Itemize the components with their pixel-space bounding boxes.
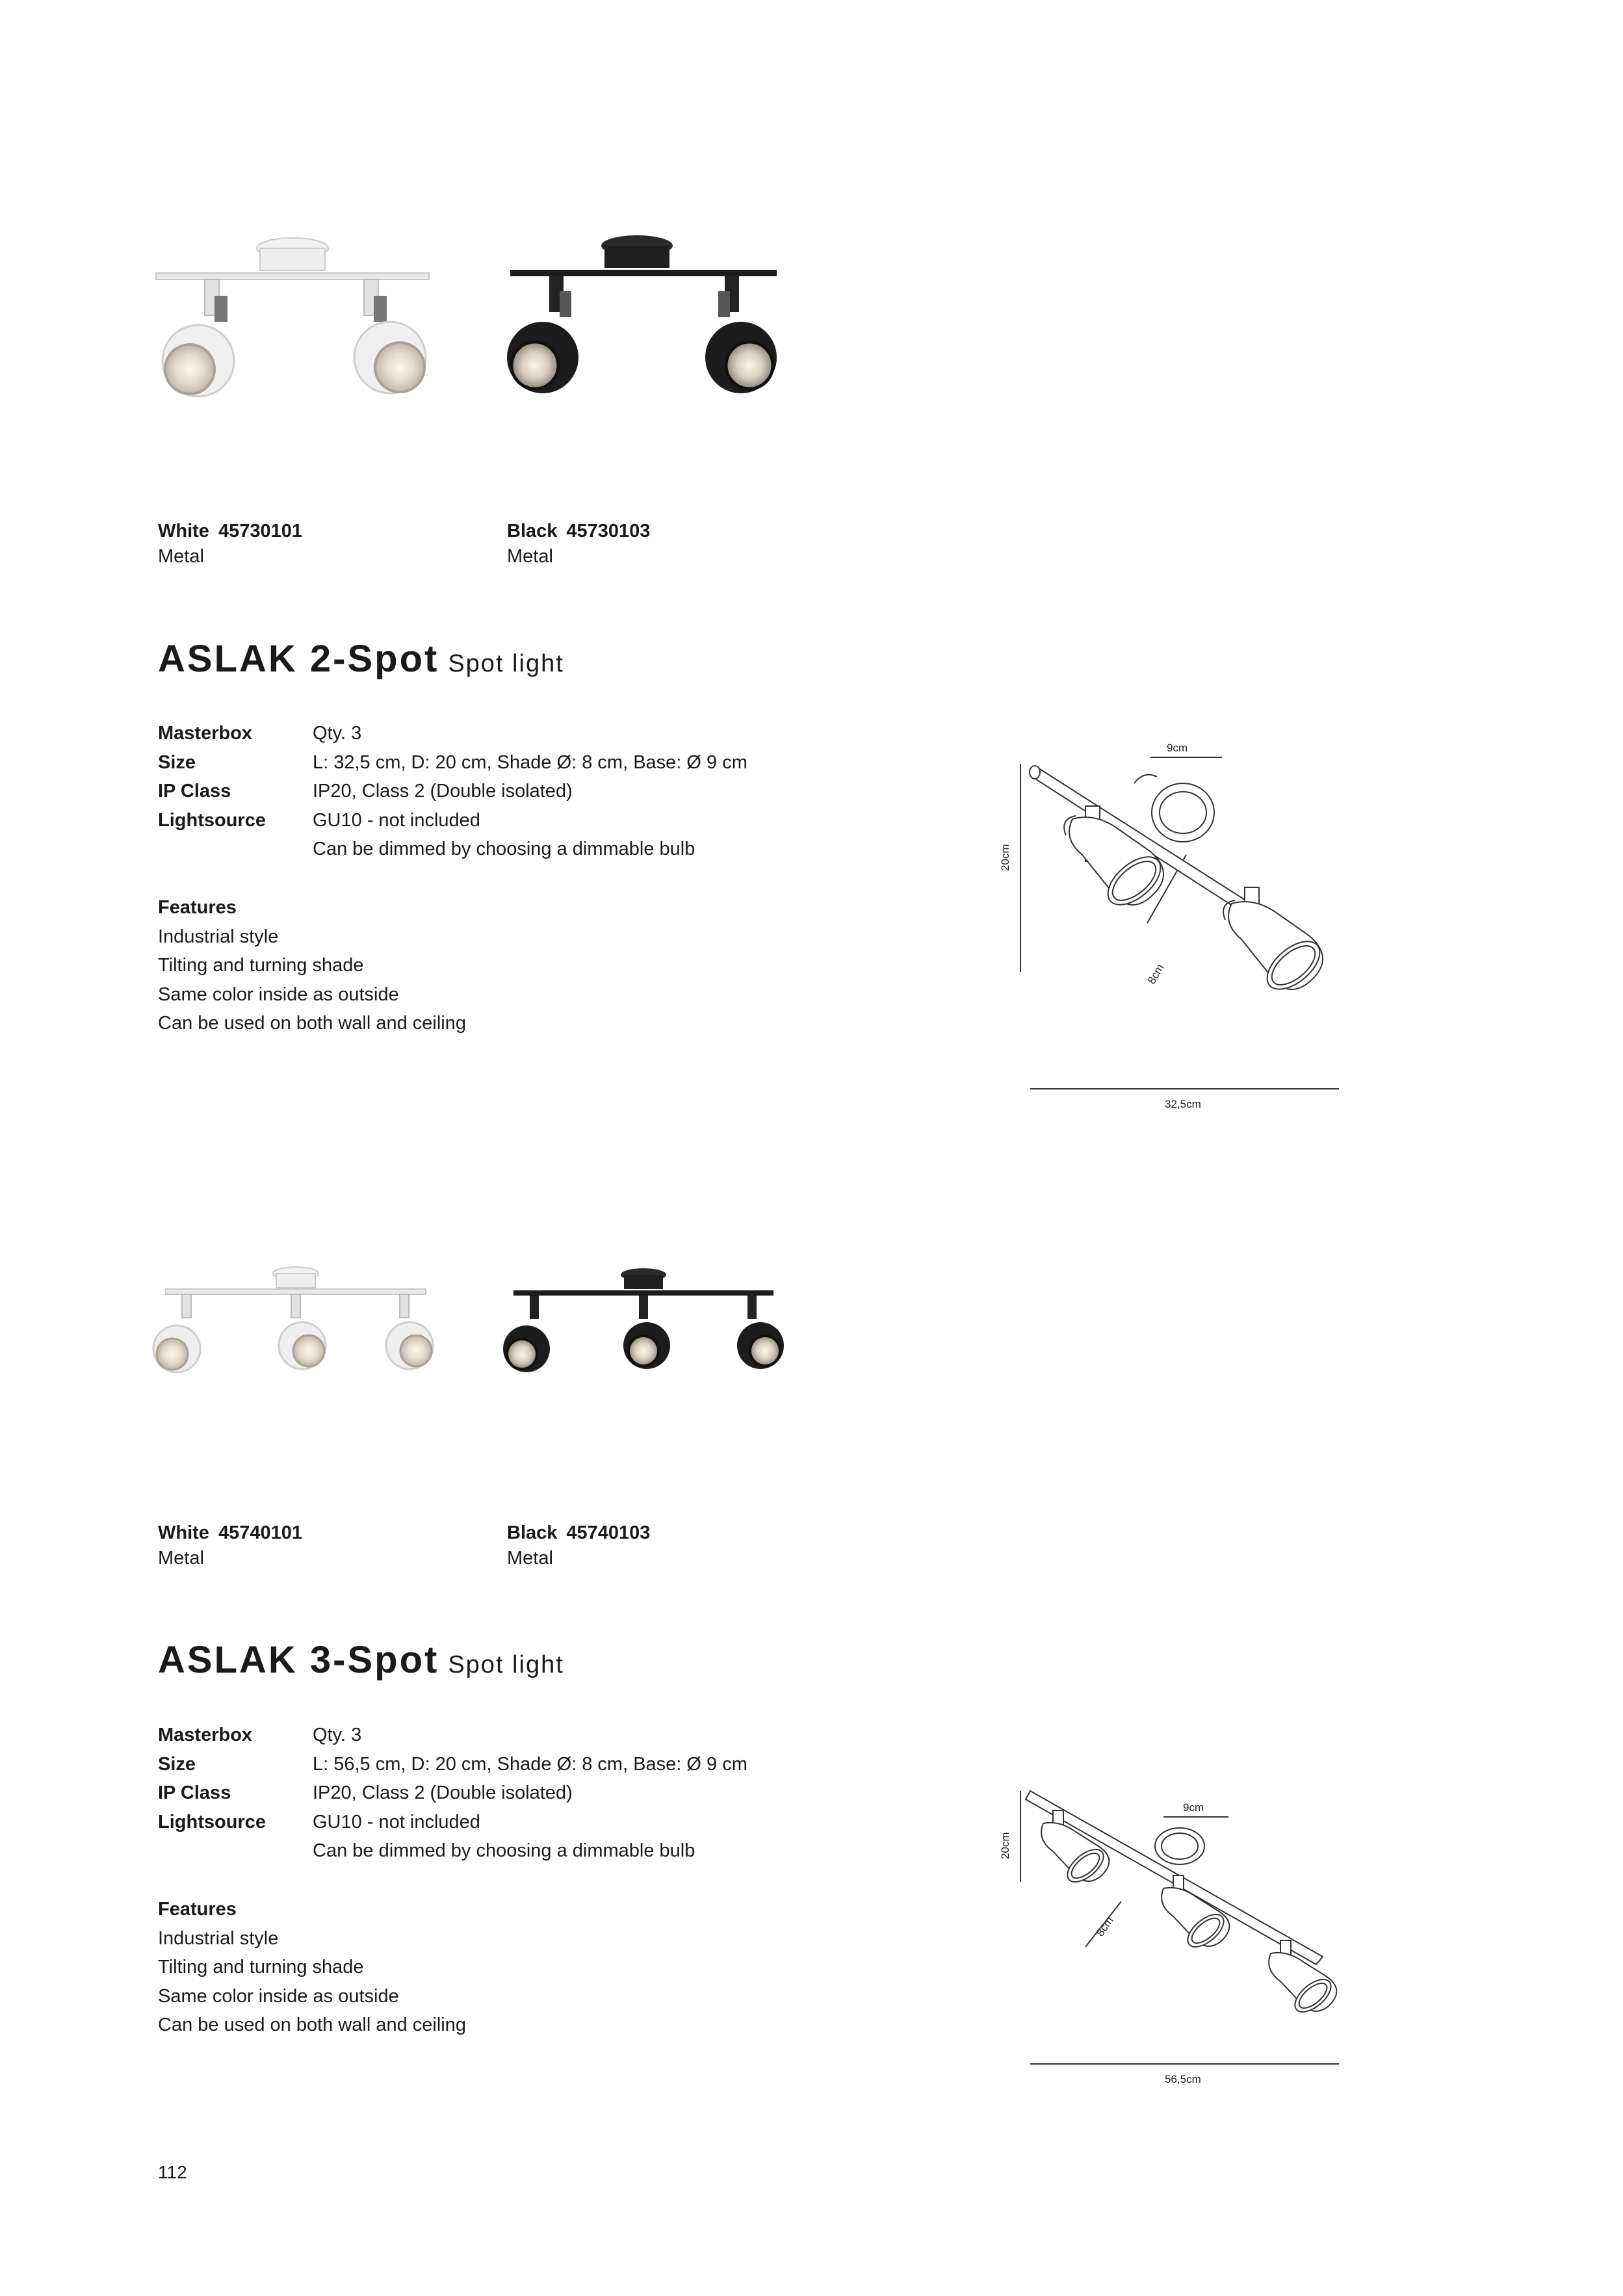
- spec-value: L: 56,5 cm, D: 20 cm, Shade Ø: 8 cm, Base: Ø 9 cm: [313, 1753, 747, 1775]
- spec-label: Size: [158, 1753, 196, 1775]
- variant-material: Metal: [507, 1548, 553, 1569]
- variant-code: 45740101: [218, 1522, 302, 1543]
- dimension-length: 56,5cm: [1165, 2073, 1201, 2085]
- feature-item: Can be used on both wall and ceiling: [158, 2015, 466, 2035]
- features-list: [158, 893, 466, 1038]
- spec-value: GU10 - not included: [313, 809, 480, 831]
- product-title: [158, 1638, 564, 1682]
- product-subtitle: Spot light: [448, 1651, 564, 1678]
- variant-caption-black: [507, 519, 650, 569]
- spec-row: [158, 1750, 747, 1779]
- spec-row: [158, 719, 747, 748]
- spec-row: [158, 1836, 747, 1866]
- spec-label: Lightsource: [158, 1811, 266, 1833]
- page-number: 112: [158, 2162, 187, 2182]
- product-title: [158, 637, 564, 681]
- variant-code: 45740103: [566, 1522, 651, 1543]
- dimension-shade: 8cm: [1145, 961, 1167, 986]
- variant-color: White: [158, 521, 209, 541]
- dimension-base: 9cm: [1183, 1801, 1204, 1814]
- spec-value: IP20, Class 2 (Double isolated): [313, 781, 573, 802]
- feature-item: Same color inside as outside: [158, 984, 399, 1005]
- spec-value: Qty. 3: [313, 1725, 362, 1745]
- variant-caption-black: [507, 1520, 650, 1571]
- spec-row: [158, 806, 747, 835]
- feature-item: Tilting and turning shade: [158, 955, 364, 976]
- product-photo-black-3spot: [497, 1258, 790, 1401]
- features-list: [158, 1895, 466, 2040]
- product-name: ASLAK 2-Spot: [158, 638, 439, 680]
- dimension-shade: 8cm: [1093, 1914, 1116, 1939]
- product-photo-black-2spot: [497, 221, 790, 416]
- spec-table: [158, 719, 747, 864]
- product-subtitle: Spot light: [448, 650, 564, 677]
- spec-row: [158, 748, 747, 777]
- feature-item: Industrial style: [158, 1927, 279, 1949]
- spec-row: [158, 1721, 747, 1750]
- spec-label: Lightsource: [158, 809, 266, 831]
- spec-row: [158, 1779, 747, 1808]
- variant-caption-white: [158, 1520, 302, 1571]
- variant-code: 45730101: [218, 521, 302, 541]
- features-heading: Features: [158, 1899, 237, 1920]
- spec-label: [158, 835, 313, 864]
- dimension-depth: 20cm: [999, 1832, 1011, 1859]
- variant-color: Black: [507, 1522, 558, 1543]
- feature-item: Same color inside as outside: [158, 1985, 399, 2007]
- variant-code: 45730103: [566, 521, 651, 541]
- spec-label: Masterbox: [158, 723, 253, 744]
- features-heading: Features: [158, 897, 237, 918]
- dimension-length: 32,5cm: [1165, 1098, 1201, 1110]
- variant-material: Metal: [158, 1548, 204, 1569]
- variant-material: Metal: [158, 546, 204, 567]
- variant-color: White: [158, 1522, 209, 1543]
- spec-value: Can be dimmed by choosing a dimmable bulb: [313, 839, 695, 859]
- spec-value: Can be dimmed by choosing a dimmable bulb: [313, 1840, 695, 1861]
- dimension-diagram-2spot: [988, 722, 1358, 1125]
- spec-value: IP20, Class 2 (Double isolated): [313, 1782, 573, 1803]
- spec-row: [158, 1808, 747, 1837]
- spec-label: Size: [158, 751, 196, 773]
- feature-item: Tilting and turning shade: [158, 1957, 364, 1977]
- dimension-diagram-3spot: [988, 1775, 1358, 2100]
- product-photo-white-2spot: [149, 221, 442, 416]
- dimension-base: 9cm: [1167, 742, 1188, 754]
- spec-value: GU10 - not included: [313, 1811, 480, 1833]
- spec-table: [158, 1721, 747, 1866]
- variant-material: Metal: [507, 546, 553, 567]
- spec-value: L: 32,5 cm, D: 20 cm, Shade Ø: 8 cm, Base: Ø 9 cm: [313, 751, 747, 773]
- feature-item: Industrial style: [158, 926, 279, 947]
- spec-row: [158, 777, 747, 806]
- spec-label: Masterbox: [158, 1725, 253, 1745]
- variant-color: Black: [507, 521, 558, 541]
- spec-label: [158, 1836, 313, 1866]
- spec-row: [158, 835, 747, 864]
- dimension-depth: 20cm: [999, 844, 1011, 871]
- spec-label: IP Class: [158, 1782, 231, 1803]
- variant-caption-white: [158, 519, 302, 569]
- spec-label: IP Class: [158, 781, 231, 802]
- product-name: ASLAK 3-Spot: [158, 1639, 439, 1681]
- feature-item: Can be used on both wall and ceiling: [158, 1013, 466, 1034]
- spec-value: Qty. 3: [313, 723, 362, 744]
- product-photo-white-3spot: [149, 1258, 442, 1401]
